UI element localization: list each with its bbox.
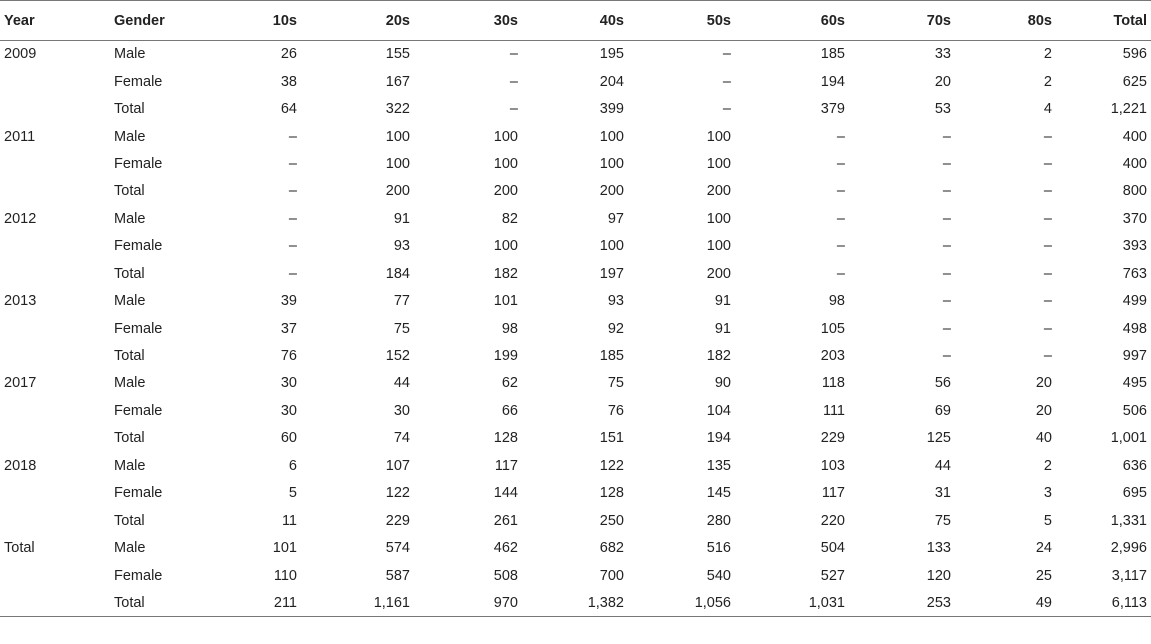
cell-70s: – <box>942 348 951 365</box>
cell-80s: 49 <box>1035 594 1052 611</box>
cell-40s: 100 <box>599 155 624 172</box>
gender-cell: Total <box>114 101 145 118</box>
gender-cell: Male <box>114 375 146 392</box>
header-70s: 70s <box>926 12 951 29</box>
gender-cell: Female <box>114 73 163 90</box>
cell-10s: 60 <box>280 430 297 447</box>
year-cell: 2012 <box>4 210 37 227</box>
table-row <box>0 480 1151 507</box>
table-row <box>0 370 1151 397</box>
year-cell: 2017 <box>4 375 37 392</box>
table-row <box>0 233 1151 260</box>
cell-20s: 74 <box>393 430 410 447</box>
cell-60s: 229 <box>820 430 845 447</box>
cell-50s: – <box>722 46 731 63</box>
cell-70s: 75 <box>934 512 951 529</box>
cell-50s: 100 <box>706 128 731 145</box>
cell-70s: 133 <box>926 540 951 557</box>
cell-60s: 194 <box>820 73 845 90</box>
cell-10s: 30 <box>280 375 297 392</box>
gender-cell: Total <box>114 430 145 447</box>
cell-80s: 20 <box>1035 375 1052 392</box>
cell-60s: 527 <box>820 567 845 584</box>
total-cell: 800 <box>1122 183 1147 200</box>
gender-cell: Total <box>114 594 145 611</box>
cell-60s: 504 <box>820 540 845 557</box>
table-row <box>0 534 1151 561</box>
cell-20s: 184 <box>385 265 410 282</box>
cell-60s: 118 <box>821 375 845 392</box>
gender-cell: Male <box>114 457 146 474</box>
cell-80s: 25 <box>1035 567 1052 584</box>
cell-30s: 117 <box>494 457 518 474</box>
gender-cell: Female <box>114 320 163 337</box>
cell-80s: – <box>1043 128 1052 145</box>
gender-cell: Total <box>114 183 145 200</box>
cell-70s: – <box>942 238 951 255</box>
cell-50s: – <box>722 73 731 90</box>
table-row <box>0 425 1151 452</box>
table-row <box>0 41 1151 68</box>
cell-60s: 117 <box>821 485 845 502</box>
header-row <box>0 1 1151 41</box>
cell-50s: – <box>722 101 731 118</box>
total-cell: 636 <box>1122 457 1147 474</box>
cell-70s: 120 <box>926 567 951 584</box>
cell-30s: 100 <box>493 238 518 255</box>
gender-cell: Male <box>114 293 146 310</box>
cell-20s: 1,161 <box>373 594 410 611</box>
gender-cell: Male <box>114 46 146 63</box>
cell-30s: 970 <box>493 594 518 611</box>
header-60s: 60s <box>820 12 845 29</box>
total-cell: 1,331 <box>1110 512 1147 529</box>
cell-20s: 107 <box>385 457 410 474</box>
total-cell: 6,113 <box>1111 594 1147 611</box>
gender-cell: Total <box>114 348 145 365</box>
cell-20s: 322 <box>385 101 410 118</box>
cell-20s: 152 <box>385 348 410 365</box>
cell-20s: 587 <box>385 567 410 584</box>
table-row <box>0 68 1151 95</box>
year-cell <box>0 68 114 95</box>
cell-30s: 98 <box>501 320 518 337</box>
cell-40s: 185 <box>599 348 624 365</box>
cell-70s: – <box>942 293 951 310</box>
table-row <box>0 178 1151 205</box>
cell-30s: 261 <box>493 512 518 529</box>
table-row <box>0 397 1151 424</box>
header-80s: 80s <box>1027 12 1052 29</box>
cell-10s: 101 <box>272 540 297 557</box>
cell-10s: – <box>288 155 297 172</box>
cell-80s: – <box>1043 293 1052 310</box>
cell-40s: 399 <box>599 101 624 118</box>
cell-20s: 155 <box>385 46 410 63</box>
cell-10s: 30 <box>280 402 297 419</box>
cell-50s: 135 <box>706 457 731 474</box>
cell-80s: 2 <box>1043 457 1052 474</box>
cell-10s: – <box>288 210 297 227</box>
cell-40s: 92 <box>607 320 624 337</box>
year-cell <box>0 480 114 507</box>
cell-30s: 199 <box>493 348 518 365</box>
cell-30s: 182 <box>493 265 518 282</box>
cell-30s: – <box>509 101 518 118</box>
cell-20s: 91 <box>393 210 410 227</box>
year-cell <box>0 507 114 534</box>
total-cell: 400 <box>1122 155 1147 172</box>
cell-30s: 82 <box>501 210 518 227</box>
cell-10s: – <box>288 238 297 255</box>
year-cell: Total <box>4 540 35 557</box>
total-cell: 763 <box>1122 265 1147 282</box>
cell-10s: 11 <box>281 512 297 529</box>
cell-60s: 185 <box>820 46 845 63</box>
cell-70s: 69 <box>934 402 951 419</box>
total-cell: 1,221 <box>1110 101 1147 118</box>
year-cell <box>0 178 114 205</box>
cell-10s: 38 <box>280 73 297 90</box>
cell-70s: – <box>942 155 951 172</box>
cell-20s: 77 <box>393 293 410 310</box>
cell-70s: – <box>942 183 951 200</box>
cell-50s: 100 <box>706 155 731 172</box>
cell-30s: 100 <box>493 155 518 172</box>
table-body <box>0 41 1151 617</box>
cell-20s: 75 <box>393 320 410 337</box>
header-50s: 50s <box>706 12 731 29</box>
cell-20s: 44 <box>393 375 410 392</box>
cell-80s: 40 <box>1035 430 1052 447</box>
cell-80s: – <box>1043 183 1052 200</box>
cell-10s: 39 <box>280 293 297 310</box>
cell-40s: 128 <box>599 485 624 502</box>
year-cell <box>0 260 114 287</box>
gender-cell: Female <box>114 155 163 172</box>
table-row <box>0 123 1151 150</box>
cell-60s: – <box>836 128 845 145</box>
year-cell <box>0 589 114 616</box>
cell-80s: 2 <box>1043 46 1052 63</box>
cell-50s: 200 <box>706 265 731 282</box>
cell-40s: 197 <box>599 265 624 282</box>
cell-40s: 76 <box>607 402 624 419</box>
cell-10s: – <box>288 265 297 282</box>
cell-60s: 105 <box>820 320 845 337</box>
total-cell: 506 <box>1122 402 1147 419</box>
cell-50s: 194 <box>706 430 731 447</box>
cell-40s: 250 <box>599 512 624 529</box>
cell-70s: 44 <box>934 457 951 474</box>
cell-70s: 31 <box>934 485 951 502</box>
cell-40s: 200 <box>599 183 624 200</box>
year-cell <box>0 397 114 424</box>
total-cell: 596 <box>1122 46 1147 63</box>
cell-20s: 229 <box>385 512 410 529</box>
cell-80s: 24 <box>1035 540 1052 557</box>
cell-80s: 2 <box>1043 73 1052 90</box>
year-cell: 2013 <box>4 293 37 310</box>
cell-50s: 280 <box>706 512 731 529</box>
table-row <box>0 150 1151 177</box>
cell-70s: – <box>942 320 951 337</box>
cell-20s: 574 <box>385 540 410 557</box>
total-cell: 625 <box>1122 73 1147 90</box>
cell-60s: – <box>836 210 845 227</box>
cell-50s: 90 <box>714 375 731 392</box>
cell-20s: 200 <box>385 183 410 200</box>
cell-30s: 200 <box>493 183 518 200</box>
gender-cell: Total <box>114 512 145 529</box>
table-row <box>0 260 1151 287</box>
cell-30s: 66 <box>501 402 518 419</box>
total-cell: 3,117 <box>1111 567 1147 584</box>
header-year: Year <box>4 12 35 29</box>
cell-40s: 204 <box>599 73 624 90</box>
cell-10s: 211 <box>273 594 297 611</box>
year-cell: 2009 <box>4 46 37 63</box>
year-cell <box>0 150 114 177</box>
cell-10s: 64 <box>280 101 297 118</box>
cell-50s: 145 <box>706 485 731 502</box>
cell-30s: – <box>509 73 518 90</box>
table-row <box>0 287 1151 314</box>
cell-30s: 462 <box>493 540 518 557</box>
year-cell <box>0 315 114 342</box>
cell-40s: 195 <box>599 46 624 63</box>
cell-40s: 75 <box>607 375 624 392</box>
total-cell: 495 <box>1122 375 1147 392</box>
cell-70s: 253 <box>926 594 951 611</box>
cell-60s: – <box>836 155 845 172</box>
header-total: Total <box>1113 12 1147 29</box>
cell-20s: 122 <box>385 485 410 502</box>
cell-70s: – <box>942 210 951 227</box>
cell-60s: 111 <box>822 402 845 419</box>
cell-80s: 20 <box>1035 402 1052 419</box>
cell-40s: 122 <box>599 457 624 474</box>
total-cell: 400 <box>1122 128 1147 145</box>
cell-80s: 3 <box>1043 485 1052 502</box>
total-cell: 2,996 <box>1110 540 1147 557</box>
table-row <box>0 589 1151 616</box>
cell-70s: 125 <box>926 430 951 447</box>
cell-10s: 37 <box>280 320 297 337</box>
cell-30s: 144 <box>493 485 518 502</box>
cell-20s: 167 <box>385 73 410 90</box>
header-20s: 20s <box>385 12 410 29</box>
year-cell: 2011 <box>4 128 36 145</box>
cell-10s: 5 <box>288 485 297 502</box>
cell-40s: 97 <box>607 210 624 227</box>
cell-10s: – <box>288 183 297 200</box>
cell-10s: 6 <box>288 457 297 474</box>
cell-40s: 1,382 <box>587 594 624 611</box>
total-cell: 370 <box>1122 210 1147 227</box>
cell-70s: – <box>942 128 951 145</box>
cell-70s: 53 <box>934 101 951 118</box>
cell-80s: 5 <box>1043 512 1052 529</box>
cell-50s: 100 <box>706 238 731 255</box>
cell-50s: 91 <box>714 293 731 310</box>
gender-cell: Female <box>114 402 163 419</box>
cell-30s: 508 <box>493 567 518 584</box>
gender-cell: Male <box>114 128 146 145</box>
year-cell <box>0 95 114 122</box>
cell-20s: 100 <box>385 155 410 172</box>
cell-60s: 203 <box>820 348 845 365</box>
total-cell: 498 <box>1122 320 1147 337</box>
header-gender: Gender <box>114 12 165 29</box>
cell-50s: 1,056 <box>694 594 731 611</box>
gender-cell: Female <box>114 238 163 255</box>
cell-10s: 110 <box>273 567 297 584</box>
cell-20s: 100 <box>385 128 410 145</box>
cell-30s: 100 <box>493 128 518 145</box>
total-cell: 393 <box>1122 238 1147 255</box>
table-row <box>0 315 1151 342</box>
table-row <box>0 562 1151 589</box>
table-row <box>0 507 1151 534</box>
cell-60s: – <box>836 265 845 282</box>
year-cell <box>0 562 114 589</box>
cell-50s: 91 <box>714 320 731 337</box>
cell-80s: – <box>1043 265 1052 282</box>
header-40s: 40s <box>599 12 624 29</box>
cell-70s: 33 <box>934 46 951 63</box>
cell-80s: – <box>1043 210 1052 227</box>
header-30s: 30s <box>493 12 518 29</box>
gender-cell: Female <box>114 567 163 584</box>
cell-50s: 100 <box>706 210 731 227</box>
cell-20s: 30 <box>393 402 410 419</box>
cell-10s: 76 <box>280 348 297 365</box>
cell-30s: – <box>509 46 518 63</box>
cell-40s: 682 <box>599 540 624 557</box>
cell-50s: 182 <box>706 348 731 365</box>
gender-cell: Female <box>114 485 163 502</box>
total-cell: 695 <box>1122 485 1147 502</box>
cell-20s: 93 <box>393 238 410 255</box>
cell-30s: 101 <box>493 293 518 310</box>
year-cell: 2018 <box>4 457 37 474</box>
cell-40s: 100 <box>599 128 624 145</box>
total-cell: 997 <box>1122 348 1147 365</box>
cell-80s: 4 <box>1043 101 1052 118</box>
cell-50s: 104 <box>706 402 731 419</box>
gender-cell: Total <box>114 265 145 282</box>
cell-40s: 93 <box>607 293 624 310</box>
table-row <box>0 452 1151 479</box>
cell-60s: 98 <box>828 293 845 310</box>
cell-30s: 128 <box>493 430 518 447</box>
cell-80s: – <box>1043 320 1052 337</box>
cell-30s: 62 <box>501 375 518 392</box>
cell-80s: – <box>1043 238 1052 255</box>
cell-10s: – <box>288 128 297 145</box>
cell-50s: 516 <box>706 540 731 557</box>
gender-cell: Male <box>114 210 146 227</box>
year-cell <box>0 342 114 369</box>
cell-50s: 200 <box>706 183 731 200</box>
cell-60s: – <box>836 183 845 200</box>
cell-60s: 103 <box>820 457 845 474</box>
cell-70s: 56 <box>934 375 951 392</box>
cell-80s: – <box>1043 155 1052 172</box>
cell-10s: 26 <box>280 46 297 63</box>
year-cell <box>0 233 114 260</box>
table-row <box>0 205 1151 232</box>
cell-80s: – <box>1043 348 1052 365</box>
total-cell: 1,001 <box>1110 430 1147 447</box>
cell-60s: 220 <box>820 512 845 529</box>
cell-40s: 151 <box>599 430 624 447</box>
cell-60s: 1,031 <box>808 594 845 611</box>
cell-60s: 379 <box>820 101 845 118</box>
cell-60s: – <box>836 238 845 255</box>
header-10s: 10s <box>272 12 297 29</box>
total-cell: 499 <box>1122 293 1147 310</box>
table-row <box>0 95 1151 122</box>
cell-70s: 20 <box>934 73 951 90</box>
cell-40s: 700 <box>599 567 624 584</box>
cell-50s: 540 <box>706 567 731 584</box>
cell-40s: 100 <box>599 238 624 255</box>
cell-70s: – <box>942 265 951 282</box>
gender-cell: Male <box>114 540 146 557</box>
year-cell <box>0 425 114 452</box>
table-row <box>0 342 1151 369</box>
